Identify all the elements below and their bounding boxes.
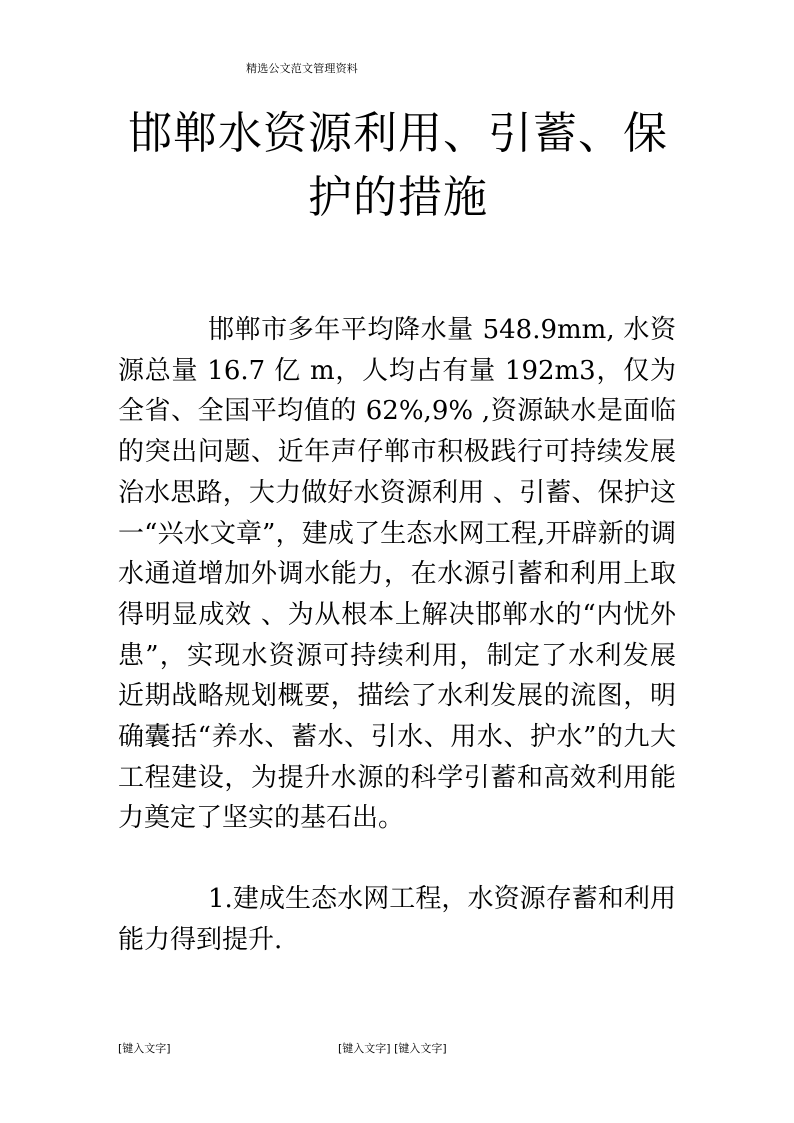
section-heading: 1.建成生态水网工程，水资源存蓄和利用能力得到提升. xyxy=(118,884,676,955)
page-header: 精选公文范文管理资料 xyxy=(246,62,358,75)
document-title: 邯郸水资源利用、引蓄、保护的措施 xyxy=(128,108,668,223)
body-paragraph: 邯郸市多年平均降水量 548.9mm, 水资源总量 16.7 亿 m，人均占有量 192m3，仅为全省、全国平均值的 62%,9% ,资源缺水是面临的突出问题、近年声仔郸市积极践行可持续发展治水思路，大力做好水资源利用 、引蓄、保护这一“兴水文章”，建成了生态水网工程,开辟新的调水通道增加外调水能力，在水源引蓄和利用上取得明显成效 、为从根本上解决邯郸水的“内忧外患”，实现水资源可持续利用，制定了水利发展近期战略规划概要，描绘了水利发展的流图，明确囊括“养水、蓄水、引水、用水、护水”的九大工程建设，为提升水源的科学引蓄和高效利用能力奠定了坚实的基石出。 xyxy=(118,315,676,834)
document-body xyxy=(118,310,676,961)
footer-center-placeholder: [键入文字] [键入文字] xyxy=(338,1042,447,1055)
footer-left-placeholder: [键入文字] xyxy=(118,1042,171,1055)
